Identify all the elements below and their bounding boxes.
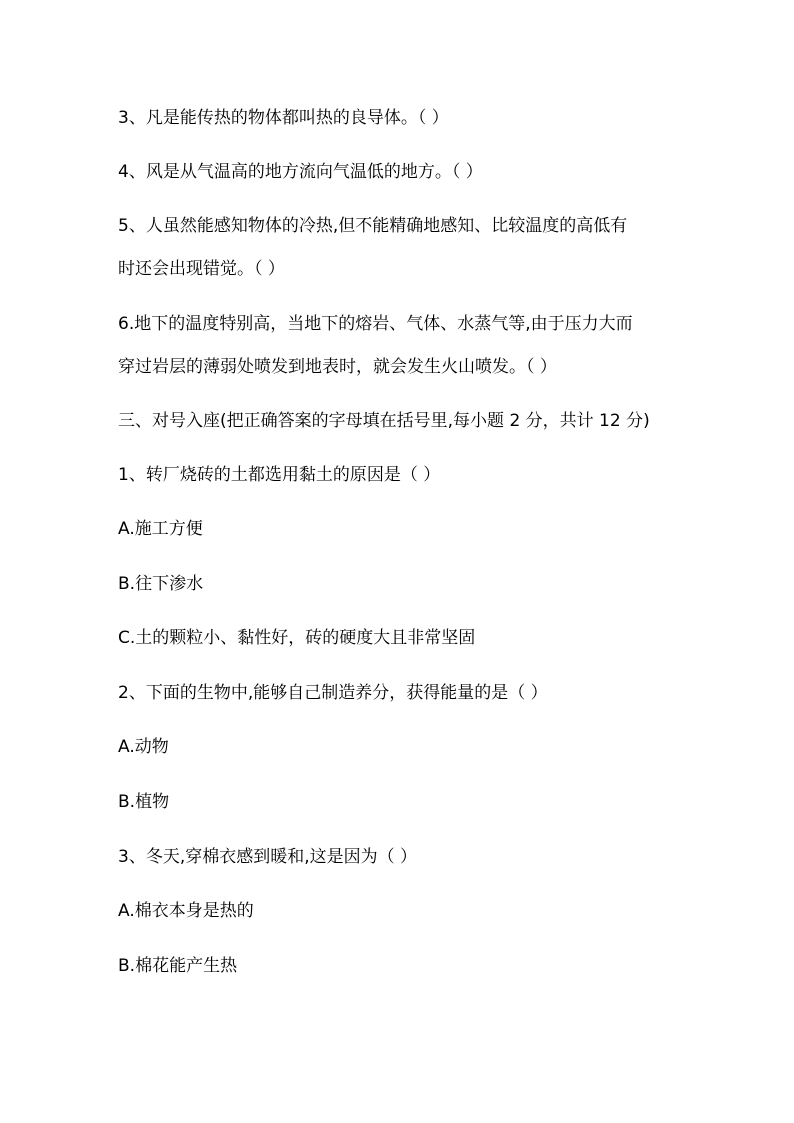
question-1: 1、转厂烧砖的土都选用黏土的原因是（ ）	[118, 465, 441, 485]
judgment-item-4: 4、风是从气温高的地方流向气温低的地方。（ ）	[118, 162, 483, 182]
question-2-option-b: B.植物	[118, 792, 170, 812]
question-2: 2、下面的生物中,能够自己制造养分，获得能量的是（ ）	[118, 683, 548, 703]
question-1-option-b: B.往下渗水	[118, 574, 204, 594]
judgment-item-3: 3、凡是能传热的物体都叫热的良导体。（ ）	[118, 108, 449, 128]
question-3-option-a: A.棉衣本身是热的	[118, 901, 254, 921]
question-2-option-a: A.动物	[118, 737, 169, 757]
section-heading-3: 三、对号入座(把正确答案的字母填在括号里,每小题 2 分，共计 12 分)	[118, 411, 650, 431]
judgment-item-5-line-1: 5、人虽然能感知物体的冷热,但不能精确地感知、比较温度的高低有	[118, 216, 628, 236]
judgment-item-6-line-2: 穿过岩层的薄弱处喷发到地表时，就会发生火山喷发。（ ）	[118, 357, 557, 377]
judgment-item-5-line-2: 时还会出现错觉。（ ）	[118, 259, 285, 279]
judgment-item-6-line-1: 6.地下的温度特别高，当地下的熔岩、气体、水蒸气等,由于压力大而	[118, 314, 633, 334]
question-3: 3、冬天,穿棉衣感到暖和,这是因为（ ）	[118, 847, 418, 867]
question-1-option-c: C.土的颗粒小、黏性好，砖的硬度大且非常坚固	[118, 628, 476, 648]
question-3-option-b: B.棉花能产生热	[118, 956, 238, 976]
question-1-option-a: A.施工方便	[118, 519, 203, 539]
